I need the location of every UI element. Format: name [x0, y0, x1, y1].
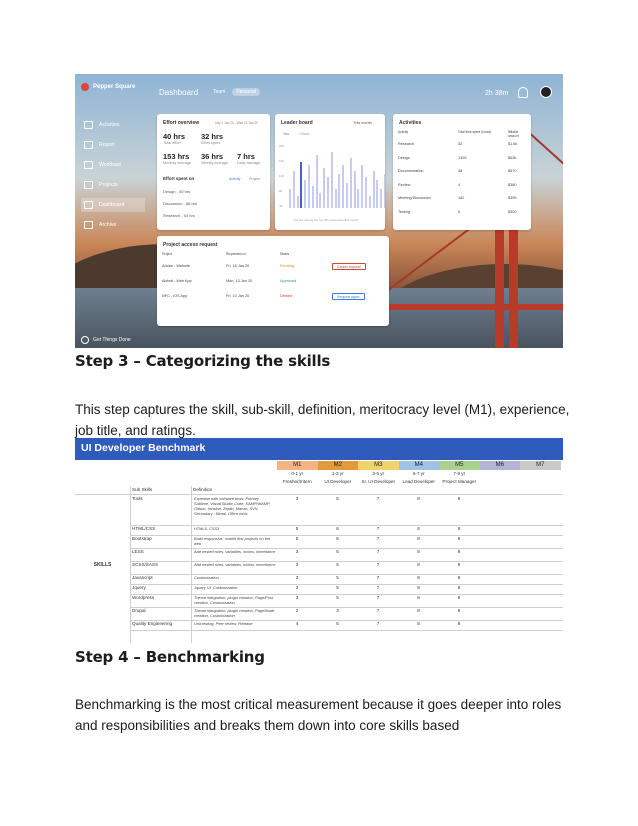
activities-icon	[84, 121, 93, 129]
table-row	[130, 548, 563, 561]
level-experience: 3-5 yr	[372, 471, 385, 476]
rating-m1: 3	[295, 549, 299, 554]
table-cell: 6	[458, 209, 461, 214]
rating-m3: 7	[376, 608, 380, 613]
leaderboard-bar	[380, 189, 382, 208]
table-cell: $300	[508, 209, 517, 214]
toggle-team[interactable]: Team	[213, 89, 226, 95]
level-experience: 1-3 yr	[331, 471, 344, 476]
spent-item: Discussion - 88 hrs	[163, 201, 198, 206]
leaderboard-bar	[342, 165, 344, 208]
card-title: Leader board	[281, 120, 313, 126]
table-cell: Testing	[398, 209, 411, 214]
rating-m1: 2	[295, 608, 299, 613]
stat-label: Daily average	[237, 161, 261, 165]
footer-brand	[81, 336, 131, 344]
page-title: Dashboard	[159, 88, 199, 97]
col-sub-skills: Sub Skills	[132, 487, 153, 492]
table-cell: 48	[458, 169, 463, 173]
brand-name: Pepper Square	[93, 84, 136, 90]
y-tick: 160	[279, 159, 285, 163]
table-row	[130, 574, 563, 584]
leaderboard-bar	[338, 174, 340, 208]
leaderboard-bars	[289, 146, 385, 208]
step4-body: Benchmarking is the most critical measurement because it goes deeper into roles and responsibilities and breaks them down into core skills based	[75, 697, 562, 733]
rating-m4: 8	[417, 621, 420, 626]
rating-m2: 5	[336, 562, 339, 567]
leaderboard-bar-you	[300, 162, 302, 209]
dashboard-icon	[84, 201, 93, 209]
request-row	[162, 264, 388, 274]
stat-monthly-average	[163, 152, 191, 165]
top-bar	[75, 74, 563, 108]
request-project: NFC - iOS App	[162, 294, 188, 298]
timer: 2h 38m	[485, 90, 509, 97]
table-cell: Research	[398, 142, 415, 146]
level-m6: M6	[480, 461, 521, 470]
rating-m5: 9	[457, 575, 461, 580]
step4-heading: Step 4 – Benchmarking	[75, 648, 265, 666]
rating-m2: 5	[336, 496, 339, 501]
request-again-button[interactable]: Request again	[332, 293, 365, 300]
card-title: Effort overview	[163, 120, 200, 126]
table-cell: Meeting/Discussion	[398, 196, 431, 200]
leaderboard-bar	[293, 171, 295, 208]
table-cell: $570	[508, 169, 517, 173]
column-header: Status	[280, 252, 290, 256]
rating-m5: 9	[457, 496, 461, 501]
sub-skill: Drupal	[132, 608, 146, 613]
col-definition: Definition	[193, 487, 213, 492]
leaderboard-bar	[289, 189, 291, 208]
rating-m5: 9	[457, 608, 461, 613]
column-header: Billable amount	[508, 130, 519, 138]
step3-body: This step captures the skill, sub-skill, definition, meritocracy level (M1), experience, job title, and ratings.	[75, 402, 570, 438]
table-row	[130, 495, 563, 525]
rating-m4: 8	[417, 608, 420, 613]
leaderboard-bar	[350, 158, 352, 208]
level-role	[480, 478, 521, 486]
activities-card	[393, 114, 531, 230]
stat-value: 40 hrs	[163, 132, 186, 141]
leaderboard-bar	[319, 193, 321, 209]
definition: Jquery UI, Customization	[194, 585, 238, 590]
projects-icon	[84, 181, 93, 189]
stat-label: Weekly average	[201, 161, 229, 165]
benchmark-screenshot	[75, 438, 563, 643]
table-cell: $395	[508, 196, 517, 200]
sidebar-item-dashboard[interactable]	[81, 198, 145, 212]
sidebar-item-archive[interactable]	[81, 218, 145, 232]
table-cell: Documentation	[398, 169, 424, 173]
team-personal-toggle[interactable]	[209, 88, 260, 96]
rating-m3: 7	[376, 549, 380, 554]
sidebar-item-label: Archive	[99, 222, 117, 228]
sidebar-item-activities[interactable]	[81, 118, 145, 132]
level-m4: M4	[399, 461, 440, 470]
sidebar-item-label: Projects	[99, 182, 118, 188]
rating-m5: 9	[457, 621, 461, 626]
level-role: Fresher/Intern	[282, 479, 312, 484]
card-title: Project access request	[163, 242, 218, 248]
table-row	[130, 561, 563, 574]
request-project: Adobe - Website	[162, 264, 191, 268]
bell-icon[interactable]	[518, 87, 528, 98]
sidebar-item-label: Activities	[99, 122, 120, 128]
level-experience: 0-1 yr	[291, 471, 304, 476]
column-header: Requested on	[226, 252, 246, 256]
sidebar-item-label: Dashboard	[99, 202, 125, 208]
status-badge: Denied	[280, 294, 293, 298]
sidebar-item-workload[interactable]	[81, 158, 145, 172]
sub-skill: LESS	[132, 549, 144, 554]
table-cell: $380	[508, 182, 517, 187]
rating-m1: 5	[295, 536, 299, 541]
definition: Build responsive, mobile first projects on the web	[194, 536, 271, 546]
sub-skill: Tools	[132, 496, 143, 501]
leaderboard-caption: You are among the top 5% performers this month	[293, 218, 359, 222]
leaderboard-bar	[316, 155, 318, 208]
rating-m2: 6	[336, 526, 339, 531]
leaderboard-bar	[354, 171, 356, 208]
rating-m1: 3	[295, 575, 299, 580]
column-header: Total time spent (hours)	[458, 130, 492, 134]
period-select[interactable]: This month	[353, 121, 372, 125]
archive-icon	[84, 221, 93, 229]
sub-skill: Wordpress	[132, 595, 155, 600]
level-experience: 7-9 yr	[453, 471, 466, 476]
rating-m4: 8	[417, 595, 420, 600]
rating-m5: 9	[457, 549, 461, 554]
level-role: UI Developer	[324, 479, 352, 484]
leaderboard-bar	[361, 165, 363, 208]
sub-skill: HTML/CSS	[132, 526, 156, 531]
stat-value: 32 hrs	[201, 132, 224, 141]
rating-m3: 7	[376, 575, 380, 580]
table-row	[130, 584, 563, 594]
leaderboard-bar	[369, 196, 371, 208]
rating-m3: 7	[376, 595, 380, 600]
date-range[interactable]: Day 1 Jan 20 - Wed 14 Jan 20	[215, 121, 258, 125]
rating-m5: 9	[457, 526, 461, 531]
legend-you: You	[283, 132, 289, 136]
rating-m5: 9	[457, 585, 461, 590]
rating-m3: 7	[376, 585, 380, 590]
status-badge: Approved	[280, 279, 297, 283]
level-m7: M7	[520, 461, 561, 470]
request-date: Fri, 10 Jan 20	[226, 294, 250, 298]
y-tick: 200	[279, 144, 285, 148]
definition: Customization	[194, 575, 219, 580]
leaderboard-bar	[365, 177, 367, 208]
stat-value: 7 hrs	[237, 152, 255, 161]
brand-logo-icon	[81, 83, 89, 91]
rating-m2: 5	[336, 549, 339, 554]
rating-m4: 8	[417, 496, 420, 501]
rating-m5: 9	[457, 595, 461, 600]
rating-m1: 3	[295, 496, 299, 501]
rating-m4: 8	[417, 526, 420, 531]
step3-heading: Step 3 – Categorizing the skills	[75, 352, 331, 370]
table-row	[130, 535, 563, 548]
sub-skill: Javascript	[132, 575, 153, 580]
y-tick: 80	[279, 189, 283, 193]
card-title: Activities	[399, 120, 422, 126]
table-cell: 32	[458, 142, 463, 146]
level-m5: M5	[439, 461, 480, 470]
leaderboard-bar	[297, 196, 299, 208]
sidebar-item-label: Report	[99, 142, 115, 148]
cancel-request-button[interactable]: Cancel request	[332, 263, 366, 270]
rating-m4: 8	[417, 585, 420, 590]
rating-m4: 8	[417, 575, 420, 580]
level-role	[520, 478, 561, 486]
level-role: Lead Developer	[402, 479, 435, 484]
leaderboard-bar	[384, 174, 385, 208]
dashboard-screenshot	[75, 74, 563, 348]
definition: Expertise with software tools: Primary - Sublime, Visual Studio Code, XAMP/WAMP, Github, Invision, Zeplin, Marvin, SVN Secondary - Bimal, Office tools	[194, 496, 271, 516]
report-icon	[84, 141, 93, 149]
stat-label: Monthly average	[163, 161, 192, 165]
rating-m1: 3	[295, 585, 299, 590]
spent-title: Effort spent on	[163, 176, 195, 181]
rating-m2: 6	[336, 536, 339, 541]
level-experience	[480, 470, 521, 478]
stat-label: Total effort	[163, 141, 181, 145]
benchmark-title: UI Developer Benchmark	[75, 438, 563, 460]
definition: Add nested rules, variables, mixins, inheritance	[194, 549, 276, 554]
sidebar-item-label: Workload	[99, 162, 121, 168]
tab-activity[interactable]: Activity	[229, 177, 241, 181]
effort-overview-card	[157, 114, 270, 230]
level-experience	[520, 470, 561, 478]
leaderboard-bar	[323, 168, 325, 208]
brand[interactable]	[81, 83, 135, 91]
table-row	[130, 620, 563, 630]
legend-others: Others	[299, 132, 310, 136]
level-m2: M2	[318, 461, 359, 470]
leaderboard-bar	[327, 177, 329, 208]
level-m3: M3	[358, 461, 399, 470]
rating-m2: 3	[336, 608, 339, 613]
table-row	[130, 594, 563, 607]
stat-daily-average	[237, 152, 260, 165]
table-cell: 182	[458, 196, 465, 200]
stat-total-effort	[163, 132, 185, 145]
level-experience: 5-7 yr	[412, 471, 425, 476]
leaderboard-bar	[331, 152, 333, 208]
sub-skill: Bootstrap	[132, 536, 152, 541]
rating-m4: 8	[417, 562, 420, 567]
request-project: Abbott - Web App	[162, 279, 192, 283]
rating-m2: 5	[336, 575, 339, 580]
stat-label: Effort spent	[201, 141, 221, 145]
leaderboard-bar	[304, 180, 306, 208]
rating-m4: 8	[417, 536, 420, 541]
rating-m3: 7	[376, 621, 380, 626]
definition: Unit testing, Peer review, Release	[194, 621, 253, 626]
divider	[130, 630, 563, 631]
leaderboard-bar	[308, 165, 310, 208]
rating-m5: 9	[457, 562, 461, 567]
leaderboard-bar	[357, 189, 359, 208]
toggle-personal[interactable]: Personal	[232, 88, 260, 96]
column-header: Activity	[398, 130, 409, 134]
definition: Theme integration, plugin creation, Page/Post creation, Customization	[194, 595, 273, 605]
tab-project[interactable]: Project	[249, 177, 261, 181]
project-access-card	[157, 236, 389, 326]
spent-item: Research - 64 hrs	[163, 213, 195, 218]
stat-effort-spent	[201, 132, 223, 145]
footer-text: Get Things Done	[93, 337, 131, 343]
table-cell: Design	[398, 155, 410, 160]
table-cell: $63k	[508, 155, 517, 160]
stat-weekly-average	[201, 152, 228, 165]
sidebar-item-report[interactable]	[81, 138, 145, 152]
bridge-deck	[375, 304, 563, 310]
definition: Add nested rules, variables, mixins, inheritance	[194, 562, 276, 567]
category-skills: SKILLS	[93, 562, 112, 568]
table-row	[130, 607, 563, 620]
status-badge: Pending	[280, 264, 294, 268]
leaderboard-bar	[376, 180, 378, 208]
leaderboard-bar	[335, 189, 337, 208]
request-date: Mon, 13 Jan 20	[226, 279, 253, 283]
sidebar-item-projects[interactable]	[81, 178, 145, 192]
rating-m3: 7	[376, 562, 380, 567]
hourglass-icon	[84, 161, 93, 169]
leaderboard-bar	[346, 183, 348, 208]
requests-header	[162, 252, 388, 262]
definition: HTML5, CSS3	[194, 526, 220, 531]
rating-m1: 4	[295, 621, 299, 626]
level-role: Sr. UI Developer	[361, 479, 396, 484]
rating-m4: 8	[417, 549, 420, 554]
sub-skill: Quality Engineering	[132, 621, 173, 626]
rating-m3: 7	[376, 526, 380, 531]
stat-value: 153 hrs	[163, 152, 190, 161]
y-tick: 40	[279, 204, 283, 208]
table-cell: $1.6k	[508, 142, 518, 146]
table-row	[130, 525, 563, 535]
rating-m3: 7	[376, 496, 380, 501]
rating-m5: 9	[457, 536, 461, 541]
request-row	[162, 294, 388, 304]
spent-item: Design - 40 hrs	[163, 189, 191, 194]
rating-m2: 5	[336, 595, 339, 600]
rating-m2: 5	[336, 621, 339, 626]
sidebar	[75, 108, 151, 348]
leaderboard-card	[275, 114, 385, 230]
stat-value: 36 hrs	[201, 152, 224, 161]
leaderboard-bar	[312, 186, 314, 208]
level-role: Project Manager	[442, 479, 477, 484]
column-header: Project	[162, 252, 172, 256]
avatar[interactable]	[540, 86, 552, 98]
table-cell: 1305	[458, 155, 467, 160]
table-cell: Review	[398, 182, 411, 187]
request-row	[162, 279, 388, 289]
request-date: Fri, 18 Jan 20	[226, 264, 250, 268]
rating-m1: 3	[295, 595, 299, 600]
y-tick: 120	[279, 174, 285, 178]
rating-m1: 3	[295, 562, 299, 567]
definition: Theme integration, plugin creation, Page/Node creation, Customization	[194, 608, 275, 618]
level-m1: M1	[277, 461, 318, 470]
sub-skill: Jquery	[132, 585, 146, 590]
rating-m2: 5	[336, 585, 339, 590]
sub-skill: SCSS/SASS	[132, 562, 159, 567]
leaderboard-bar	[373, 171, 375, 208]
table-cell: 4	[458, 182, 461, 187]
rating-m1: 5	[295, 526, 299, 531]
gtd-logo-icon	[81, 336, 89, 344]
rating-m3: 7	[376, 536, 380, 541]
